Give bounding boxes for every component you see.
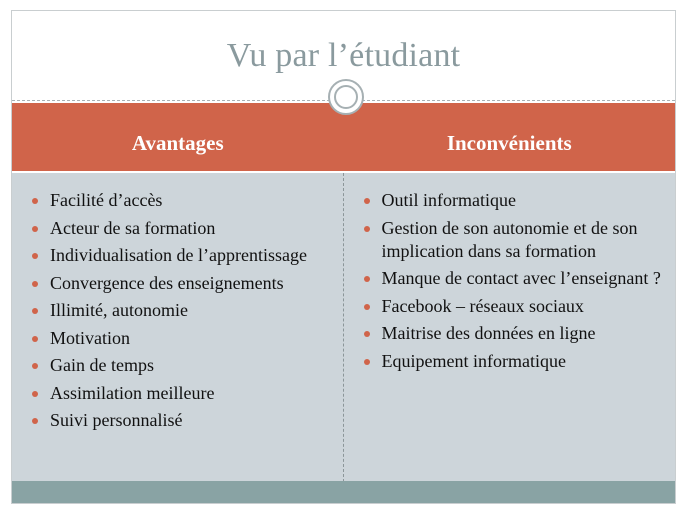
list-item: Acteur de sa formation [28, 217, 331, 240]
advantages-list [28, 189, 331, 432]
list-item: Outil informatique [360, 189, 664, 212]
list-item: Equipement informatique [360, 350, 664, 373]
table-body-row [12, 171, 675, 482]
disadvantages-list [360, 189, 664, 373]
list-item: Facilité d’accès [28, 189, 331, 212]
list-item: Motivation [28, 327, 331, 350]
header-disadvantages: Inconvénients [446, 130, 572, 155]
list-item: Suivi personnalisé [28, 409, 331, 432]
advantages-cell [12, 173, 344, 482]
footer-bar [12, 481, 675, 503]
list-item: Gain de temps [28, 354, 331, 377]
list-item: Assimilation meilleure [28, 382, 331, 405]
list-item: Manque de contact avec l’enseignant ? [360, 267, 664, 290]
list-item: Gestion de son autonomie et de son implication dans sa formation [360, 217, 664, 263]
list-item: Illimité, autonomie [28, 299, 331, 322]
list-item: Maitrise des données en ligne [360, 322, 664, 345]
list-item: Individualisation de l’apprentissage [28, 244, 331, 267]
slide-title: Vu par l’étudiant [226, 37, 461, 74]
disadvantages-cell [344, 173, 676, 482]
circle-ornament-icon [328, 79, 364, 115]
slide [11, 10, 676, 504]
header-advantages: Avantages [131, 130, 224, 155]
list-item: Facebook – réseaux sociaux [360, 295, 664, 318]
comparison-table [12, 103, 675, 482]
list-item: Convergence des enseignements [28, 272, 331, 295]
